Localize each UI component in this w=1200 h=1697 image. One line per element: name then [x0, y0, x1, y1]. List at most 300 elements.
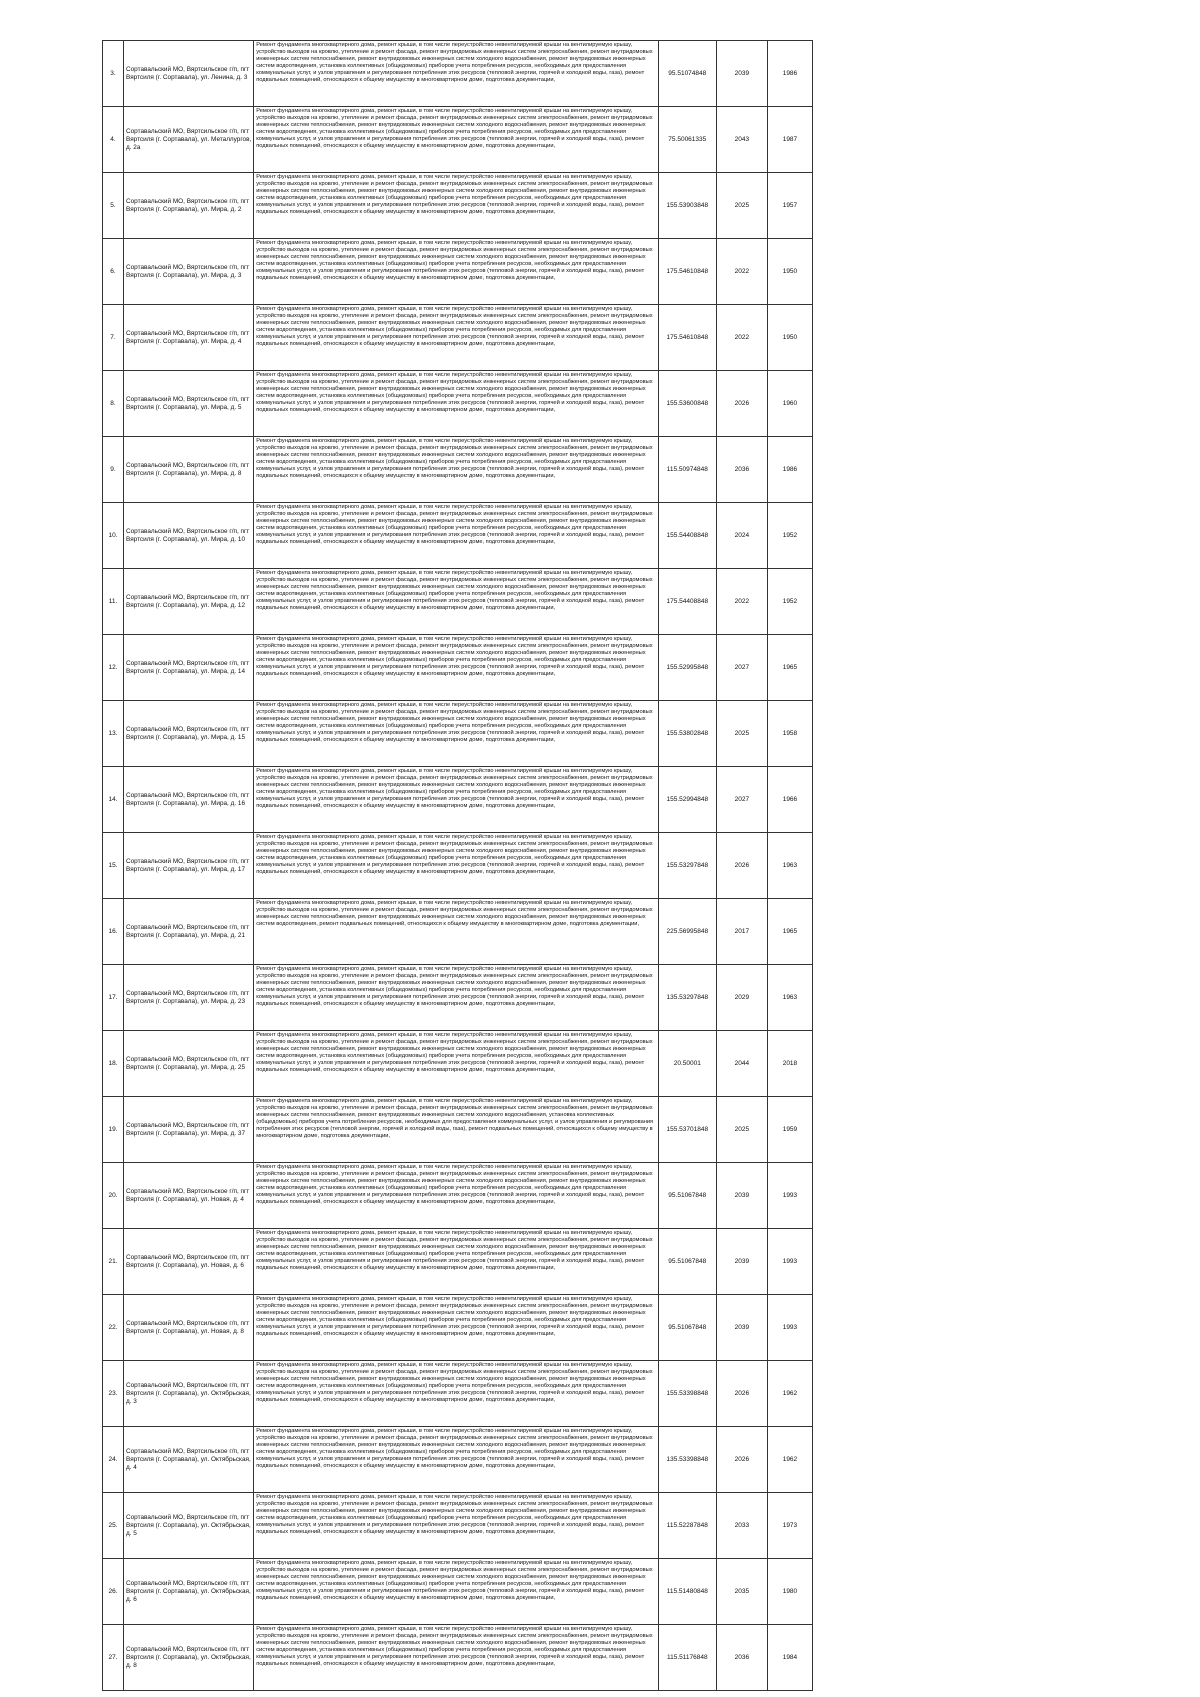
year-cell-text: 2025: [734, 730, 750, 737]
row-number-cell-text: 15.: [108, 862, 118, 869]
cost-cell-text: 155.53802848: [666, 730, 709, 737]
built-year-cell: [767, 1097, 812, 1163]
address-cell-text: Сортавальский МО, Вяртсильское г/п, пгт Вяртсиля (г. Сортавала), ул. Мира, д. 5: [126, 395, 250, 411]
built-year-cell: [767, 767, 812, 833]
year-cell: [716, 1427, 767, 1493]
year-cell-text: 2029: [734, 994, 750, 1001]
work-list-cell-text: Ремонт фундамента многоквартирного дома, ремонт крыши, в том числе переустройство невентилируемой крыши на вентилируемую крышу, устройство выходов на кровлю, утепление и ремонт фасада, ремонт внутридомовых инженерных систем электроснабжения, ремонт внутридомовых инженерных систем теплоснабжения, ремонт внутридомовых инженерных систем холодного водоснабжения, ремонт внутридомовых инженерных систем водоотведения, установка коллективных (общедомовых) приборов учета потребления ресурсов, необходимых для предоставления коммунальных услуг, и узлов управления и регулирования потребления этих ресурсов (тепловой энергии, горячей и холодной воды, газа), ремонт подвальных помещений, относящихся к общему имуществу в многоквартирном доме, подготовка документации,: [256, 1560, 653, 1602]
cost-cell: [658, 635, 716, 701]
address-cell-text: Сортавальский МО, Вяртсильское г/п, пгт Вяртсиля (г. Сортавала), ул. Новая, д. 4: [126, 1187, 250, 1203]
cost-cell: [658, 1097, 716, 1163]
built-year-cell: [767, 833, 812, 899]
table-row: [103, 635, 813, 701]
address-cell: [124, 1625, 254, 1691]
work-list-cell-text: Ремонт фундамента многоквартирного дома, ремонт крыши, в том числе переустройство невентилируемой крыши на вентилируемую крышу, устройство выходов на кровлю, утепление и ремонт фасада, ремонт внутридомовых инженерных систем электроснабжения, ремонт внутридомовых инженерных систем теплоснабжения, ремонт внутридомовых инженерных систем холодного водоснабжения, ремонт внутридомовых инженерных систем водоотведения, установка коллективных (общедомовых) приборов учета потребления ресурсов, необходимых для предоставления коммунальных услуг, и узлов управления и регулирования потребления этих ресурсов (тепловой энергии, горячей и холодной воды, газа), ремонт подвальных помещений, относящихся к общему имуществу в многоквартирном доме, подготовка документации,: [256, 1164, 653, 1206]
row-number-cell: [103, 437, 124, 503]
work-list-cell-text: Ремонт фундамента многоквартирного дома, ремонт крыши, в том числе переустройство невентилируемой крыши на вентилируемую крышу, устройство выходов на кровлю, утепление и ремонт фасада, ремонт внутридомовых инженерных систем электроснабжения, ремонт внутридомовых инженерных систем теплоснабжения, ремонт внутридомовых инженерных систем холодного водоснабжения, ремонт внутридомовых инженерных систем водоотведения, установка коллективных (общедомовых) приборов учета потребления ресурсов, необходимых для предоставления коммунальных услуг, и узлов управления и регулирования потребления этих ресурсов (тепловой энергии, горячей и холодной воды, газа), ремонт подвальных помещений, относящихся к общему имуществу в многоквартирном доме, подготовка документации,: [256, 174, 653, 216]
address-cell-text: Сортавальский МО, Вяртсильское г/п, пгт Вяртсиля (г. Сортавала), ул. Мира, д. 4: [126, 329, 250, 345]
cost-cell: [658, 305, 716, 371]
year-cell-text: 2022: [734, 334, 750, 341]
work-list-cell: [254, 1559, 659, 1625]
built-year-cell: [767, 1493, 812, 1559]
cost-cell-text: 75.50061335: [668, 136, 707, 143]
year-cell-text: 2039: [734, 1258, 750, 1265]
built-year-cell-text: 1958: [782, 730, 798, 737]
year-cell: [716, 1229, 767, 1295]
row-number-cell-text: 22.: [108, 1324, 118, 1331]
work-list-cell-text: Ремонт фундамента многоквартирного дома, ремонт крыши, в том числе переустройство невентилируемой крыши на вентилируемую крышу, устройство выходов на кровлю, утепление и ремонт фасада, ремонт внутридомовых инженерных систем электроснабжения, ремонт внутридомовых инженерных систем теплоснабжения, ремонт внутридомовых инженерных систем холодного водоснабжения, ремонт внутридомовых инженерных систем водоотведения, установка коллективных (общедомовых) приборов учета потребления ресурсов, необходимых для предоставления коммунальных услуг, и узлов управления и регулирования потребления этих ресурсов (тепловой энергии, горячей и холодной воды, газа), ремонт подвальных помещений, относящихся к общему имуществу в многоквартирном доме, подготовка документации,: [256, 240, 653, 282]
row-number-cell: [103, 1361, 124, 1427]
work-list-cell: [254, 899, 659, 965]
built-year-cell-text: 1959: [782, 1126, 798, 1133]
year-cell-text: 2026: [734, 1456, 750, 1463]
address-cell-text: Сортавальский МО, Вяртсильское г/п, пгт Вяртсиля (г. Сортавала), ул. Октябрьская, д. 3: [126, 1381, 251, 1405]
work-list-cell-text: Ремонт фундамента многоквартирного дома, ремонт крыши, в том числе переустройство невентилируемой крыши на вентилируемую крышу, устройство выходов на кровлю, утепление и ремонт фасада, ремонт внутридомовых инженерных систем электроснабжения, ремонт внутридомовых инженерных систем теплоснабжения, ремонт внутридомовых инженерных систем холодного водоснабжения, ремонт внутридомовых инженерных систем водоотведения, установка коллективных (общедомовых) приборов учета потребления ресурсов, необходимых для предоставления коммунальных услуг, и узлов управления и регулирования потребления этих ресурсов (тепловой энергии, горячей и холодной воды, газа), ремонт подвальных помещений, относящихся к общему имуществу в многоквартирном доме, подготовка документации,: [256, 1230, 653, 1272]
address-cell: [124, 1097, 254, 1163]
address-cell: [124, 305, 254, 371]
year-cell-text: 2043: [734, 136, 750, 143]
address-cell: [124, 1031, 254, 1097]
built-year-cell-text: 1973: [782, 1522, 798, 1529]
row-number-cell-text: 27.: [108, 1654, 118, 1661]
year-cell-text: 2022: [734, 598, 750, 605]
table-row: [103, 965, 813, 1031]
cost-cell-text: 175.54408848: [666, 598, 709, 605]
table-row: [103, 1295, 813, 1361]
work-list-cell-text: Ремонт фундамента многоквартирного дома, ремонт крыши, в том числе переустройство невентилируемой крыши на вентилируемую крышу, устройство выходов на кровлю, утепление и ремонт фасада, ремонт внутридомовых инженерных систем электроснабжения, ремонт внутридомовых инженерных систем теплоснабжения, ремонт внутридомовых инженерных систем холодного водоснабжения, ремонт внутридомовых инженерных систем водоотведения, установка коллективных (общедомовых) приборов учета потребления ресурсов, необходимых для предоставления коммунальных услуг, и узлов управления и регулирования потребления этих ресурсов (тепловой энергии, горячей и холодной воды, газа), ремонт подвальных помещений, относящихся к общему имуществу в многоквартирном доме, подготовка документации,: [256, 702, 653, 744]
built-year-cell-text: 1987: [782, 136, 798, 143]
built-year-cell-text: 1962: [782, 1456, 798, 1463]
year-cell: [716, 239, 767, 305]
built-year-cell-text: 1963: [782, 862, 798, 869]
row-number-cell: [103, 1625, 124, 1691]
address-cell-text: Сортавальский МО, Вяртсильское г/п, пгт Вяртсиля (г. Сортавала), ул. Мира, д. 8: [126, 461, 250, 477]
cost-cell-text: 175.54610848: [666, 268, 709, 275]
year-cell: [716, 569, 767, 635]
row-number-cell: [103, 503, 124, 569]
cost-cell-text: 115.52287848: [666, 1522, 708, 1529]
cost-cell: [658, 107, 716, 173]
year-cell-text: 2025: [734, 1126, 750, 1133]
address-cell: [124, 899, 254, 965]
table-row: [103, 437, 813, 503]
cost-cell: [658, 1229, 716, 1295]
work-list-cell-text: Ремонт фундамента многоквартирного дома, ремонт крыши, в том числе переустройство невентилируемой крыши на вентилируемую крышу, устройство выходов на кровлю, утепление и ремонт фасада, ремонт внутридомовых инженерных систем электроснабжения, ремонт внутридомовых инженерных систем теплоснабжения, ремонт внутридомовых инженерных систем холодного водоснабжения, ремонт внутридомовых инженерных систем водоотведения, установка коллективных (общедомовых) приборов учета потребления ресурсов, необходимых для предоставления коммунальных услуг, и узлов управления и регулирования потребления этих ресурсов (тепловой энергии, горячей и холодной воды, газа), ремонт подвальных помещений, относящихся к общему имуществу в многоквартирном доме, подготовка документации,: [256, 372, 653, 414]
cost-cell: [658, 173, 716, 239]
work-list-cell-text: Ремонт фундамента многоквартирного дома, ремонт крыши, в том числе переустройство невентилируемой крыши на вентилируемую крышу, устройство выходов на кровлю, утепление и ремонт фасада, ремонт внутридомовых инженерных систем электроснабжения, ремонт внутридомовых инженерных систем теплоснабжения, ремонт внутридомовых инженерных систем холодного водоснабжения, ремонт внутридомовых инженерных систем водоотведения, установка коллективных (общедомовых) приборов учета потребления ресурсов, необходимых для предоставления коммунальных услуг, и узлов управления и регулирования потребления этих ресурсов (тепловой энергии, горячей и холодной воды, газа), ремонт подвальных помещений, относящихся к общему имуществу в многоквартирном доме, подготовка документации,: [256, 438, 653, 480]
address-cell: [124, 173, 254, 239]
built-year-cell: [767, 635, 812, 701]
row-number-cell: [103, 41, 124, 107]
table-row: [103, 1559, 813, 1625]
row-number-cell-text: 13.: [108, 730, 118, 737]
row-number-cell-text: 24.: [108, 1456, 118, 1463]
address-cell-text: Сортавальский МО, Вяртсильское г/п, пгт Вяртсиля (г. Сортавала), ул. Октябрьская, д. 6: [126, 1579, 251, 1603]
year-cell-text: 2027: [734, 796, 750, 803]
row-number-cell-text: 6.: [110, 268, 116, 275]
row-number-cell-text: 12.: [108, 664, 118, 671]
row-number-cell: [103, 899, 124, 965]
built-year-cell: [767, 1295, 812, 1361]
cost-cell: [658, 503, 716, 569]
year-cell-text: 2026: [734, 862, 750, 869]
work-list-cell-text: Ремонт фундамента многоквартирного дома, ремонт крыши, в том числе переустройство невентилируемой крыши на вентилируемую крышу, устройство выходов на кровлю, утепление и ремонт фасада, ремонт внутридомовых инженерных систем электроснабжения, ремонт внутридомовых инженерных систем теплоснабжения, ремонт внутридомовых инженерных систем холодного водоснабжения, ремонт внутридомовых инженерных систем водоотведения, установка коллективных (общедомовых) приборов учета потребления ресурсов, необходимых для предоставления коммунальных услуг, и узлов управления и регулирования потребления этих ресурсов (тепловой энергии, горячей и холодной воды, газа), ремонт подвальных помещений, относящихся к общему имуществу в многоквартирном доме, подготовка документации,: [256, 768, 653, 810]
work-list-cell: [254, 1295, 659, 1361]
row-number-cell-text: 8.: [110, 400, 116, 407]
table-row: [103, 1163, 813, 1229]
address-cell-text: Сортавальский МО, Вяртсильское г/п, пгт Вяртсиля (г. Сортавала), ул. Мира, д. 17: [126, 857, 250, 873]
table-row: [103, 1427, 813, 1493]
cost-cell: [658, 899, 716, 965]
row-number-cell: [103, 1559, 124, 1625]
built-year-cell: [767, 371, 812, 437]
built-year-cell: [767, 701, 812, 767]
built-year-cell-text: 1962: [782, 1390, 798, 1397]
cost-cell: [658, 239, 716, 305]
table-row: [103, 1097, 813, 1163]
table-row: [103, 173, 813, 239]
cost-cell-text: 115.51480848: [666, 1588, 708, 1595]
built-year-cell: [767, 899, 812, 965]
work-list-cell: [254, 41, 659, 107]
cost-cell-text: 95.51067848: [668, 1258, 707, 1265]
address-cell: [124, 1163, 254, 1229]
year-cell: [716, 1625, 767, 1691]
row-number-cell: [103, 173, 124, 239]
cost-cell-text: 155.53600848: [666, 400, 709, 407]
address-cell: [124, 1229, 254, 1295]
year-cell-text: 2039: [734, 70, 750, 77]
work-list-cell-text: Ремонт фундамента многоквартирного дома, ремонт крыши, в том числе переустройство невентилируемой крыши на вентилируемую крышу, устройство выходов на кровлю, утепление и ремонт фасада, ремонт внутридомовых инженерных систем электроснабжения, ремонт внутридомовых инженерных систем теплоснабжения, ремонт внутридомовых инженерных систем холодного водоснабжения, ремонт внутридомовых инженерных систем водоотведения, установка коллективных (общедомовых) приборов учета потребления ресурсов, необходимых для предоставления коммунальных услуг, и узлов управления и регулирования потребления этих ресурсов (тепловой энергии, горячей и холодной воды, газа), ремонт подвальных помещений, относящихся к общему имуществу в многоквартирном доме, подготовка документации,: [256, 1032, 653, 1074]
work-list-cell-text: Ремонт фундамента многоквартирного дома, ремонт крыши, в том числе переустройство невентилируемой крыши на вентилируемую крышу, устройство выходов на кровлю, утепление и ремонт фасада, ремонт внутридомовых инженерных систем электроснабжения, ремонт внутридомовых инженерных систем теплоснабжения, ремонт внутридомовых инженерных систем холодного водоснабжения, ремонт внутридомовых инженерных систем водоотведения, установка коллективных (общедомовых) приборов учета потребления ресурсов, необходимых для предоставления коммунальных услуг, и узлов управления и регулирования потребления этих ресурсов (тепловой энергии, горячей и холодной воды, газа), ремонт подвальных помещений, относящихся к общему имуществу в многоквартирном доме, подготовка документации,: [256, 966, 653, 1008]
address-cell-text: Сортавальский МО, Вяртсильское г/п, пгт Вяртсиля (г. Сортавала), ул. Ленина, д. 3: [126, 65, 250, 81]
table-row: [103, 1625, 813, 1691]
table-row: [103, 1031, 813, 1097]
address-cell: [124, 107, 254, 173]
built-year-cell: [767, 239, 812, 305]
work-list-cell-text: Ремонт фундамента многоквартирного дома, ремонт крыши, в том числе переустройство невентилируемой крыши на вентилируемую крышу, устройство выходов на кровлю, утепление и ремонт фасада, ремонт внутридомовых инженерных систем электроснабжения, ремонт внутридомовых инженерных систем теплоснабжения, ремонт внутридомовых инженерных систем холодного водоснабжения, ремонт внутридомовых инженерных систем водоотведения, установка коллективных (общедомовых) приборов учета потребления ресурсов, необходимых для предоставления коммунальных услуг, и узлов управления и регулирования потребления этих ресурсов (тепловой энергии, горячей и холодной воды, газа), ремонт подвальных помещений, относящихся к общему имуществу в многоквартирном доме, подготовка документации,: [256, 42, 653, 84]
work-list-cell: [254, 1097, 659, 1163]
built-year-cell-text: 1993: [782, 1324, 798, 1331]
address-cell: [124, 1559, 254, 1625]
address-cell: [124, 503, 254, 569]
year-cell-text: 2036: [734, 1654, 750, 1661]
work-list-cell: [254, 239, 659, 305]
address-cell: [124, 437, 254, 503]
work-list-cell-text: Ремонт фундамента многоквартирного дома, ремонт крыши, в том числе переустройство невентилируемой крыши на вентилируемую крышу, устройство выходов на кровлю, утепление и ремонт фасада, ремонт внутридомовых инженерных систем электроснабжения, ремонт внутридомовых инженерных систем теплоснабжения, ремонт внутридомовых инженерных систем холодного водоснабжения, ремонт внутридомовых инженерных систем водоотведения, установка коллективных (общедомовых) приборов учета потребления ресурсов, необходимых для предоставления коммунальных услуг, и узлов управления и регулирования потребления этих ресурсов (тепловой энергии, горячей и холодной воды, газа), ремонт подвальных помещений, относящихся к общему имуществу в многоквартирном доме, подготовка документации,: [256, 636, 653, 678]
work-list-cell: [254, 965, 659, 1031]
built-year-cell-text: 2018: [782, 1060, 798, 1067]
built-year-cell-text: 1984: [782, 1654, 798, 1661]
built-year-cell: [767, 173, 812, 239]
row-number-cell-text: 17.: [108, 994, 118, 1001]
row-number-cell: [103, 1163, 124, 1229]
year-cell-text: 2026: [734, 1390, 750, 1397]
row-number-cell-text: 25.: [108, 1522, 118, 1529]
address-cell-text: Сортавальский МО, Вяртсильское г/п, пгт Вяртсиля (г. Сортавала), ул. Мира, д. 37: [126, 1121, 250, 1137]
address-cell-text: Сортавальский МО, Вяртсильское г/п, пгт Вяртсиля (г. Сортавала), ул. Новая, д. 6: [126, 1253, 250, 1269]
cost-cell: [658, 1295, 716, 1361]
year-cell-text: 2026: [734, 400, 750, 407]
row-number-cell: [103, 239, 124, 305]
built-year-cell: [767, 503, 812, 569]
work-list-cell: [254, 1229, 659, 1295]
year-cell: [716, 965, 767, 1031]
cost-cell-text: 155.54408848: [666, 532, 709, 539]
year-cell-text: 2024: [734, 532, 750, 539]
cost-cell-text: 155.53701848: [666, 1126, 709, 1133]
built-year-cell-text: 1993: [782, 1258, 798, 1265]
cost-cell: [658, 1493, 716, 1559]
year-cell: [716, 1559, 767, 1625]
table-row: [103, 503, 813, 569]
cost-cell: [658, 1427, 716, 1493]
year-cell: [716, 1493, 767, 1559]
work-list-cell-text: Ремонт фундамента многоквартирного дома, ремонт крыши, в том числе переустройство невентилируемой крыши на вентилируемую крышу, устройство выходов на кровлю, утепление и ремонт фасада, ремонт внутридомовых инженерных систем электроснабжения, ремонт внутридомовых инженерных систем теплоснабжения, ремонт внутридомовых инженерных систем холодного водоснабжения, ремонт внутридомовых инженерных систем водоотведения, установка коллективных (общедомовых) приборов учета потребления ресурсов, необходимых для предоставления коммунальных услуг, и узлов управления и регулирования потребления этих ресурсов (тепловой энергии, горячей и холодной воды, газа), ремонт подвальных помещений, относящихся к общему имуществу в многоквартирном доме, подготовка документации,: [256, 1362, 653, 1404]
address-cell-text: Сортавальский МО, Вяртсильское г/п, пгт Вяртсиля (г. Сортавала), ул. Мира, д. 10: [126, 527, 250, 543]
address-cell-text: Сортавальский МО, Вяртсильское г/п, пгт Вяртсиля (г. Сортавала), ул. Мира, д. 14: [126, 659, 250, 675]
built-year-cell: [767, 1361, 812, 1427]
address-cell-text: Сортавальский МО, Вяртсильское г/п, пгт Вяртсиля (г. Сортавала), ул. Мира, д. 21: [126, 923, 250, 939]
year-cell: [716, 701, 767, 767]
year-cell-text: 2039: [734, 1192, 750, 1199]
built-year-cell-text: 1950: [782, 334, 798, 341]
year-cell: [716, 503, 767, 569]
year-cell: [716, 899, 767, 965]
built-year-cell-text: 1965: [782, 928, 798, 935]
row-number-cell: [103, 1097, 124, 1163]
address-cell-text: Сортавальский МО, Вяртсильское г/п, пгт Вяртсиля (г. Сортавала), ул. Октябрьская, д. 8: [126, 1645, 251, 1669]
address-cell: [124, 965, 254, 1031]
table-row: [103, 41, 813, 107]
cost-cell: [658, 1361, 716, 1427]
row-number-cell-text: 19.: [108, 1126, 118, 1133]
table-row: [103, 899, 813, 965]
cost-cell-text: 20.50001: [673, 1060, 701, 1067]
built-year-cell: [767, 1625, 812, 1691]
work-list-cell-text: Ремонт фундамента многоквартирного дома, ремонт крыши, в том числе переустройство невентилируемой крыши на вентилируемую крышу, устройство выходов на кровлю, утепление и ремонт фасада, ремонт внутридомовых инженерных систем электроснабжения, ремонт внутридомовых инженерных систем теплоснабжения, ремонт внутридомовых инженерных систем холодного водоснабжения, ремонт внутридомовых инженерных систем водоотведения, установка коллективных (общедомовых) приборов учета потребления ресурсов, необходимых для предоставления коммунальных услуг, и узлов управления и регулирования потребления этих ресурсов (тепловой энергии, горячей и холодной воды, газа), ремонт подвальных помещений, относящихся к общему имуществу в многоквартирном доме, подготовка документации,: [256, 1626, 653, 1668]
built-year-cell-text: 1966: [782, 796, 798, 803]
year-cell: [716, 833, 767, 899]
repair-program-table: [102, 40, 813, 1691]
built-year-cell: [767, 305, 812, 371]
built-year-cell: [767, 965, 812, 1031]
table-row: [103, 1361, 813, 1427]
cost-cell-text: 155.53903848: [666, 202, 709, 209]
year-cell-text: 2025: [734, 202, 750, 209]
table-row: [103, 701, 813, 767]
cost-cell: [658, 569, 716, 635]
cost-cell: [658, 437, 716, 503]
cost-cell-text: 155.52995848: [666, 664, 709, 671]
year-cell: [716, 305, 767, 371]
row-number-cell-text: 23.: [108, 1390, 118, 1397]
row-number-cell-text: 5.: [110, 202, 116, 209]
work-list-cell: [254, 107, 659, 173]
work-list-cell: [254, 305, 659, 371]
table-row: [103, 107, 813, 173]
built-year-cell-text: 1986: [782, 70, 798, 77]
cost-cell-text: 115.51176848: [666, 1654, 708, 1661]
year-cell-text: 2035: [734, 1588, 750, 1595]
row-number-cell-text: 26.: [108, 1588, 118, 1595]
built-year-cell: [767, 1163, 812, 1229]
work-list-cell-text: Ремонт фундамента многоквартирного дома, ремонт крыши, в том числе переустройство невентилируемой крыши на вентилируемую крышу, устройство выходов на кровлю, утепление и ремонт фасада, ремонт внутридомовых инженерных систем электроснабжения, ремонт внутридомовых инженерных систем теплоснабжения, ремонт внутридомовых инженерных систем холодного водоснабжения, ремонт внутридомовых инженерных систем водоотведения, установка коллективных (общедомовых) приборов учета потребления ресурсов, необходимых для предоставления коммунальных услуг, и узлов управления и регулирования потребления этих ресурсов (тепловой энергии, горячей и холодной воды, газа), ремонт подвальных помещений, относящихся к общему имуществу в многоквартирном доме, подготовка документации,: [256, 504, 653, 546]
work-list-cell-text: Ремонт фундамента многоквартирного дома, ремонт крыши, в том числе переустройство невентилируемой крыши на вентилируемую крышу, устройство выходов на кровлю, утепление и ремонт фасада, ремонт внутридомовых инженерных систем электроснабжения, ремонт внутридомовых инженерных систем теплоснабжения, ремонт внутридомовых инженерных систем холодного водоснабжения, ремонт внутридомовых инженерных систем водоотведения, установка коллективных (общедомовых) приборов учета потребления ресурсов, необходимых для предоставления коммунальных услуг, и узлов управления и регулирования потребления этих ресурсов (тепловой энергии, горячей и холодной воды, газа), ремонт подвальных помещений, относящихся к общему имуществу в многоквартирном доме, подготовка документации,: [256, 1296, 653, 1338]
address-cell: [124, 635, 254, 701]
year-cell: [716, 1097, 767, 1163]
built-year-cell: [767, 569, 812, 635]
year-cell-text: 2033: [734, 1522, 750, 1529]
built-year-cell-text: 1965: [782, 664, 798, 671]
cost-cell: [658, 1559, 716, 1625]
address-cell: [124, 1361, 254, 1427]
year-cell: [716, 635, 767, 701]
work-list-cell-text: Ремонт фундамента многоквартирного дома, ремонт крыши, в том числе переустройство невентилируемой крыши на вентилируемую крышу, устройство выходов на кровлю, утепление и ремонт фасада, ремонт внутридомовых инженерных систем электроснабжения, ремонт внутридомовых инженерных систем теплоснабжения, ремонт внутридомовых инженерных систем холодного водоснабжения, ремонт внутридомовых инженерных систем водоотведения, установка коллективных (общедомовых) приборов учета потребления ресурсов, необходимых для предоставления коммунальных услуг, и узлов управления и регулирования потребления этих ресурсов (тепловой энергии, горячей и холодной воды, газа), ремонт подвальных помещений, относящихся к общему имуществу в многоквартирном доме, подготовка документации,: [256, 108, 653, 150]
built-year-cell: [767, 1229, 812, 1295]
work-list-cell: [254, 1493, 659, 1559]
cost-cell: [658, 371, 716, 437]
row-number-cell-text: 9.: [110, 466, 116, 473]
year-cell-text: 2036: [734, 466, 750, 473]
address-cell: [124, 239, 254, 305]
address-cell: [124, 1427, 254, 1493]
address-cell-text: Сортавальский МО, Вяртсильское г/п, пгт Вяртсиля (г. Сортавала), ул. Металлургов, д. 2а: [126, 127, 252, 151]
table-row: [103, 767, 813, 833]
year-cell-text: 2044: [734, 1060, 750, 1067]
built-year-cell-text: 1957: [782, 202, 798, 209]
work-list-cell: [254, 569, 659, 635]
row-number-cell-text: 7.: [110, 334, 116, 341]
row-number-cell-text: 20.: [108, 1192, 118, 1199]
table-row: [103, 1493, 813, 1559]
work-list-cell: [254, 1625, 659, 1691]
address-cell: [124, 1493, 254, 1559]
address-cell-text: Сортавальский МО, Вяртсильское г/п, пгт Вяртсиля (г. Сортавала), ул. Мира, д. 23: [126, 989, 250, 1005]
cost-cell-text: 135.53398848: [666, 1456, 709, 1463]
year-cell-text: 2017: [734, 928, 750, 935]
row-number-cell-text: 11.: [108, 598, 118, 605]
year-cell-text: 2039: [734, 1324, 750, 1331]
cost-cell: [658, 41, 716, 107]
table-row: [103, 239, 813, 305]
built-year-cell-text: 1952: [782, 598, 798, 605]
work-list-cell: [254, 767, 659, 833]
work-list-cell: [254, 1163, 659, 1229]
cost-cell-text: 95.51067848: [668, 1324, 707, 1331]
row-number-cell-text: 21.: [108, 1258, 118, 1265]
row-number-cell-text: 18.: [108, 1060, 118, 1067]
cost-cell: [658, 701, 716, 767]
row-number-cell-text: 4.: [110, 136, 116, 143]
work-list-cell: [254, 635, 659, 701]
year-cell: [716, 1163, 767, 1229]
work-list-cell: [254, 1031, 659, 1097]
cost-cell-text: 175.54610848: [666, 334, 709, 341]
year-cell: [716, 1031, 767, 1097]
work-list-cell-text: Ремонт фундамента многоквартирного дома, ремонт крыши, в том числе переустройство невентилируемой крыши на вентилируемую крышу, устройство выходов на кровлю, утепление и ремонт фасада, ремонт внутридомовых инженерных систем электроснабжения, ремонт внутридомовых инженерных систем теплоснабжения, ремонт внутридомовых инженерных систем холодного водоснабжения, ремонт внутридомовых инженерных систем водоотведения, установка коллективных (общедомовых) приборов учета потребления ресурсов, необходимых для предоставления коммунальных услуг, и узлов управления и регулирования потребления этих ресурсов (тепловой энергии, горячей и холодной воды, газа), ремонт подвальных помещений, относящихся к общему имуществу в многоквартирном доме, подготовка документации,: [256, 834, 653, 876]
year-cell: [716, 437, 767, 503]
row-number-cell: [103, 635, 124, 701]
cost-cell-text: 95.51067848: [668, 1192, 707, 1199]
year-cell: [716, 1361, 767, 1427]
year-cell-text: 2022: [734, 268, 750, 275]
row-number-cell-text: 10.: [108, 532, 118, 539]
built-year-cell-text: 1952: [782, 532, 798, 539]
built-year-cell: [767, 1559, 812, 1625]
address-cell-text: Сортавальский МО, Вяртсильское г/п, пгт Вяртсиля (г. Сортавала), ул. Мира, д. 3: [126, 263, 250, 279]
row-number-cell: [103, 767, 124, 833]
address-cell-text: Сортавальский МО, Вяртсильское г/п, пгт Вяртсиля (г. Сортавала), ул. Мира, д. 12: [126, 593, 250, 609]
address-cell-text: Сортавальский МО, Вяртсильское г/п, пгт Вяртсиля (г. Сортавала), ул. Мира, д. 2: [126, 197, 250, 213]
cost-cell-text: 135.53297848: [666, 994, 709, 1001]
built-year-cell: [767, 1427, 812, 1493]
table-row: [103, 569, 813, 635]
address-cell-text: Сортавальский МО, Вяртсильское г/п, пгт Вяртсиля (г. Сортавала), ул. Мира, д. 16: [126, 791, 250, 807]
cost-cell-text: 95.51074848: [668, 70, 707, 77]
built-year-cell-text: 1986: [782, 466, 798, 473]
row-number-cell-text: 16.: [108, 928, 118, 935]
work-list-cell: [254, 1427, 659, 1493]
built-year-cell: [767, 1031, 812, 1097]
cost-cell: [658, 1625, 716, 1691]
address-cell-text: Сортавальский МО, Вяртсильское г/п, пгт Вяртсиля (г. Сортавала), ул. Новая, д. 8: [126, 1319, 250, 1335]
year-cell: [716, 767, 767, 833]
year-cell: [716, 173, 767, 239]
table-body: [103, 41, 813, 1691]
cost-cell: [658, 833, 716, 899]
address-cell: [124, 41, 254, 107]
cost-cell: [658, 1031, 716, 1097]
year-cell-text: 2027: [734, 664, 750, 671]
row-number-cell-text: 3.: [110, 70, 116, 77]
year-cell: [716, 1295, 767, 1361]
built-year-cell: [767, 437, 812, 503]
year-cell: [716, 41, 767, 107]
row-number-cell: [103, 965, 124, 1031]
work-list-cell-text: Ремонт фундамента многоквартирного дома, ремонт крыши, в том числе переустройство невентилируемой крыши на вентилируемую крышу, устройство выходов на кровлю, утепление и ремонт фасада, ремонт внутридомовых инженерных систем электроснабжения, ремонт внутридомовых инженерных систем теплоснабжения, ремонт внутридомовых инженерных систем холодного водоснабжения, ремонт внутридомовых инженерных систем водоотведения, установка коллективных (общедомовых) приборов учета потребления ресурсов, необходимых для предоставления коммунальных услуг, и узлов управления и регулирования потребления этих ресурсов (тепловой энергии, горячей и холодной воды, газа), ремонт подвальных помещений, относящихся к общему имуществу в многоквартирном доме, подготовка документации,: [256, 570, 653, 612]
row-number-cell: [103, 1229, 124, 1295]
row-number-cell: [103, 1427, 124, 1493]
cost-cell-text: 155.53398848: [666, 1390, 709, 1397]
cost-cell: [658, 767, 716, 833]
table-row: [103, 371, 813, 437]
row-number-cell: [103, 833, 124, 899]
year-cell: [716, 107, 767, 173]
table-row: [103, 833, 813, 899]
cost-cell-text: 225.56995848: [666, 928, 709, 935]
row-number-cell: [103, 1295, 124, 1361]
address-cell-text: Сортавальский МО, Вяртсильское г/п, пгт Вяртсиля (г. Сортавала), ул. Октябрьская, д. 4: [126, 1447, 251, 1471]
built-year-cell-text: 1993: [782, 1192, 798, 1199]
row-number-cell: [103, 1031, 124, 1097]
work-list-cell: [254, 437, 659, 503]
cost-cell-text: 155.52994848: [666, 796, 709, 803]
work-list-cell-text: Ремонт фундамента многоквартирного дома, ремонт крыши, в том числе переустройство невентилируемой крыши на вентилируемую крышу, устройство выходов на кровлю, утепление и ремонт фасада, ремонт внутридомовых инженерных систем электроснабжения, ремонт внутридомовых инженерных систем теплоснабжения, ремонт внутридомовых инженерных систем холодного водоснабжения, установка коллективных (общедомовых) приборов учета потребления ресурсов, необходимых для предоставления коммунальных услуг, и узлов управления и регулирования потребления этих ресурсов (тепловой энергии, горячей и холодной воды, газа), ремонт подвальных помещений, относящихся к общему имуществу в многоквартирном доме, подготовка документации,: [256, 1098, 654, 1140]
work-list-cell: [254, 371, 659, 437]
work-list-cell: [254, 503, 659, 569]
table-row: [103, 305, 813, 371]
work-list-cell: [254, 833, 659, 899]
work-list-cell-text: Ремонт фундамента многоквартирного дома, ремонт крыши, в том числе переустройство невентилируемой крыши на вентилируемую крышу, устройство выходов на кровлю, утепление и ремонт фасада, ремонт внутридомовых инженерных систем электроснабжения, ремонт внутридомовых инженерных систем теплоснабжения, ремонт внутридомовых инженерных систем холодного водоснабжения, ремонт внутридомовых инженерных систем водоотведения, установка коллективных (общедомовых) приборов учета потребления ресурсов, необходимых для предоставления коммунальных услуг, и узлов управления и регулирования потребления этих ресурсов (тепловой энергии, горячей и холодной воды, газа), ремонт подвальных помещений, относящихся к общему имуществу в многоквартирном доме, подготовка документации,: [256, 1428, 653, 1470]
address-cell-text: Сортавальский МО, Вяртсильское г/п, пгт Вяртсиля (г. Сортавала), ул. Октябрьская, д. 5: [126, 1513, 251, 1537]
address-cell: [124, 569, 254, 635]
address-cell-text: Сортавальский МО, Вяртсильское г/п, пгт Вяртсиля (г. Сортавала), ул. Мира, д. 15: [126, 725, 250, 741]
table-row: [103, 1229, 813, 1295]
row-number-cell-text: 14.: [108, 796, 118, 803]
work-list-cell: [254, 701, 659, 767]
built-year-cell: [767, 107, 812, 173]
